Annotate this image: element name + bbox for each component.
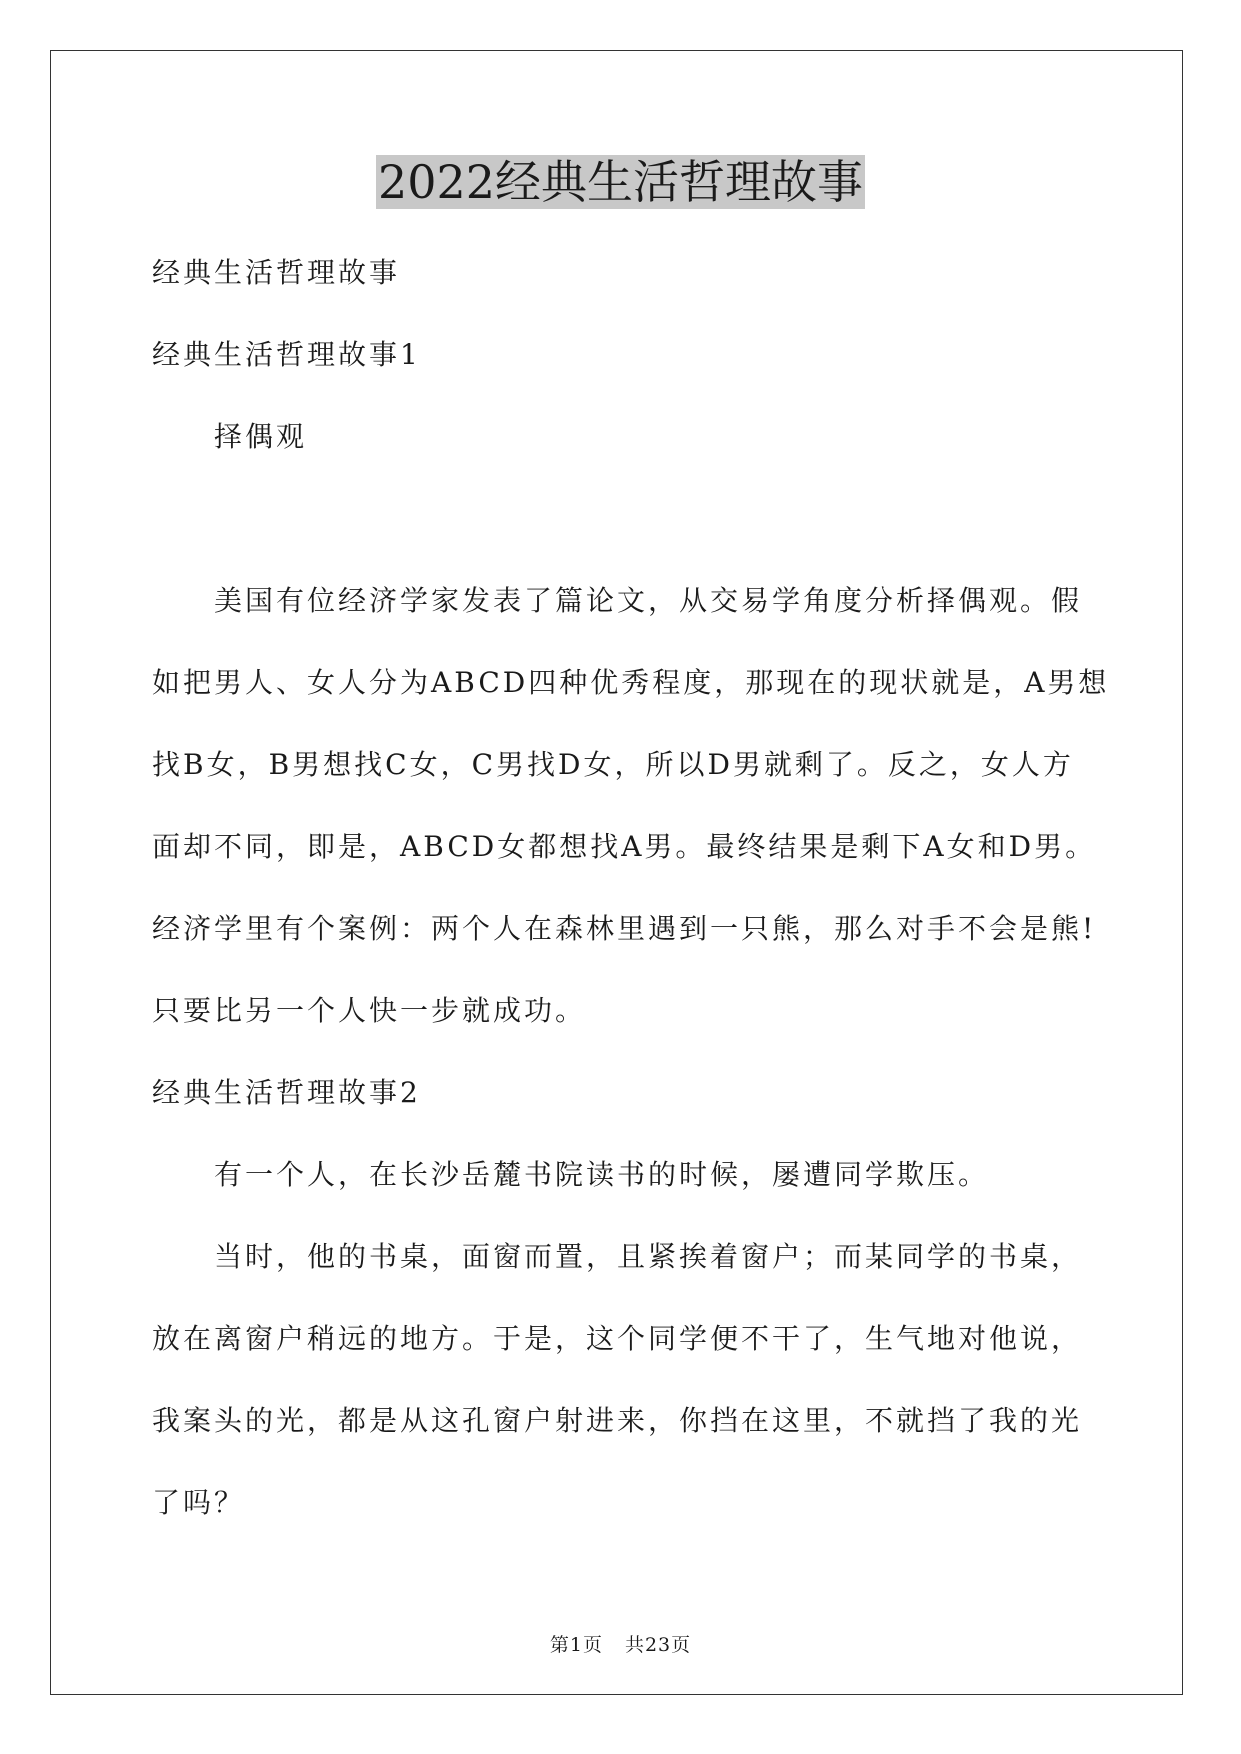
story-1-heading: 经典生活哲理故事1 (152, 338, 421, 371)
page-total: 共23页 (624, 1634, 692, 1656)
page-footer (0, 1630, 1241, 1657)
story-1-line-3: 找B女，B男想找C女，C男找D女，所以D男就剩了。反之，女人方 (152, 748, 1074, 781)
document-body (152, 232, 1112, 1544)
story-2-line-4: 了吗？ (152, 1486, 246, 1519)
story-1-line-4: 面却不同，即是，ABCD女都想找A男。最终结果是剩下A女和D男。 (152, 830, 1097, 863)
story-1-title: 择偶观 (214, 420, 308, 453)
document-title-text: 2022经典生活哲理故事 (377, 155, 864, 209)
story-2-paragraph-1: 有一个人，在长沙岳麓书院读书的时候，屡遭同学欺压。 (214, 1158, 990, 1191)
page-number: 第1页 (549, 1634, 603, 1656)
story-2-line-1: 当时，他的书桌，面窗而置，且紧挨着窗户；而某同学的书桌， (214, 1240, 1083, 1273)
story-1-line-1: 美国有位经济学家发表了篇论文，从交易学角度分析择偶观。假 (214, 584, 1083, 617)
blank-line (152, 478, 1112, 560)
story-2-line-3: 我案头的光，都是从这孔窗户射进来，你挡在这里，不就挡了我的光 (152, 1404, 1083, 1437)
story-1-line-6: 只要比另一个人快一步就成功。 (152, 994, 587, 1027)
story-1-line-5: 经济学里有个案例：两个人在森林里遇到一只熊，那么对手不会是熊! (152, 912, 1097, 945)
story-2-line-2: 放在离窗户稍远的地方。于是，这个同学便不干了，生气地对他说， (152, 1322, 1083, 1355)
subtitle: 经典生活哲理故事 (152, 256, 401, 289)
document-title (0, 152, 1241, 212)
story-1-line-2: 如把男人、女人分为ABCD四种优秀程度，那现在的现状就是，A男想 (152, 666, 1110, 699)
story-2-heading: 经典生活哲理故事2 (152, 1076, 421, 1109)
